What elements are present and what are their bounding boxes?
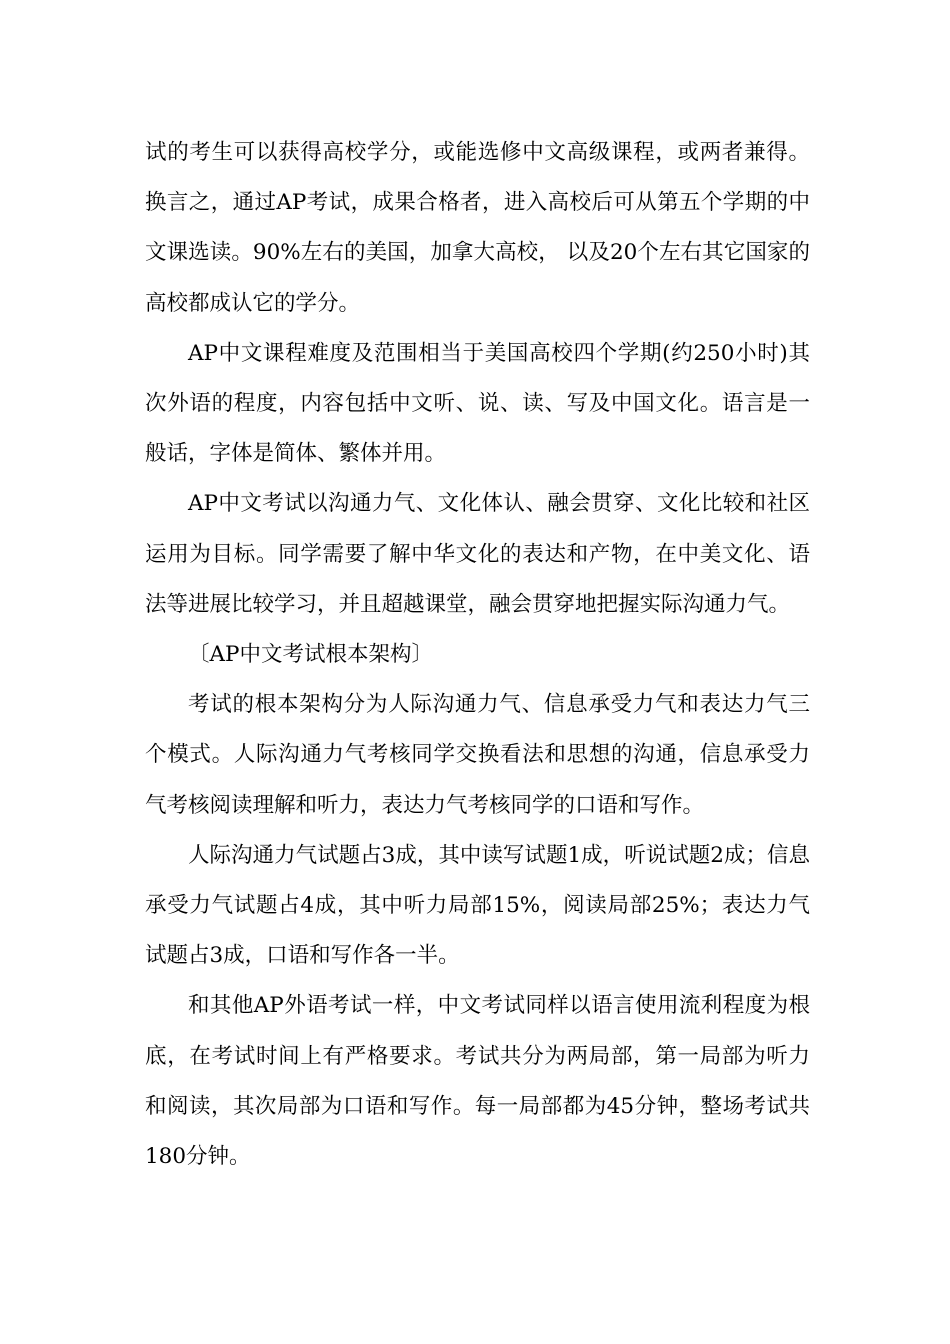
paragraph-4: 考试的根本架构分为人际沟通力气、信息承受力气和表达力气三个模式。人际沟通力气考核同学交换看法和思想的沟通，信息承受力气考核阅读理解和听力，表达力气考核同学的口语和写作。 [145, 692, 810, 818]
document-page [145, 128, 810, 1182]
paragraph-1: 试的考生可以获得高校学分，或能选修中文高级课程，或两者兼得。换言之，通过AP考试，成果合格者，进入高校后可从第五个学期的中文课选读。90%左右的美国，加拿大高校， 以及20个左右其它国家的高校都成认它的学分。 [145, 140, 810, 316]
section-heading: 〔AP中文考试根本架构〕 [188, 642, 433, 668]
paragraph-3: AP中文考试以沟通力气、文化体认、融会贯穿、文化比较和社区运用为目标。同学需要了解中华文化的表达和产物，在中美文化、语法等进展比较学习，并且超越课堂，融会贯穿地把握实际沟通力气。 [145, 491, 810, 617]
paragraph-6: 和其他AP外语考试一样，中文考试同样以语言使用流利程度为根底，在考试时间上有严格要求。考试共分为两局部，第一局部为听力和阅读，其次局部为口语和写作。每一局部都为45分钟，整场考试共180分钟。 [145, 993, 810, 1170]
paragraph-2: AP中文课程难度及范围相当于美国高校四个学期(约250小时)其次外语的程度，内容包括中文听、说、读、写及中国文化。语言是一般话，字体是简体、繁体并用。 [145, 340, 810, 467]
paragraph-5: 人际沟通力气试题占3成，其中读写试题1成，听说试题2成；信息承受力气试题占4成，其中听力局部15%，阅读局部25%；表达力气试题占3成，口语和写作各一半。 [145, 842, 810, 969]
